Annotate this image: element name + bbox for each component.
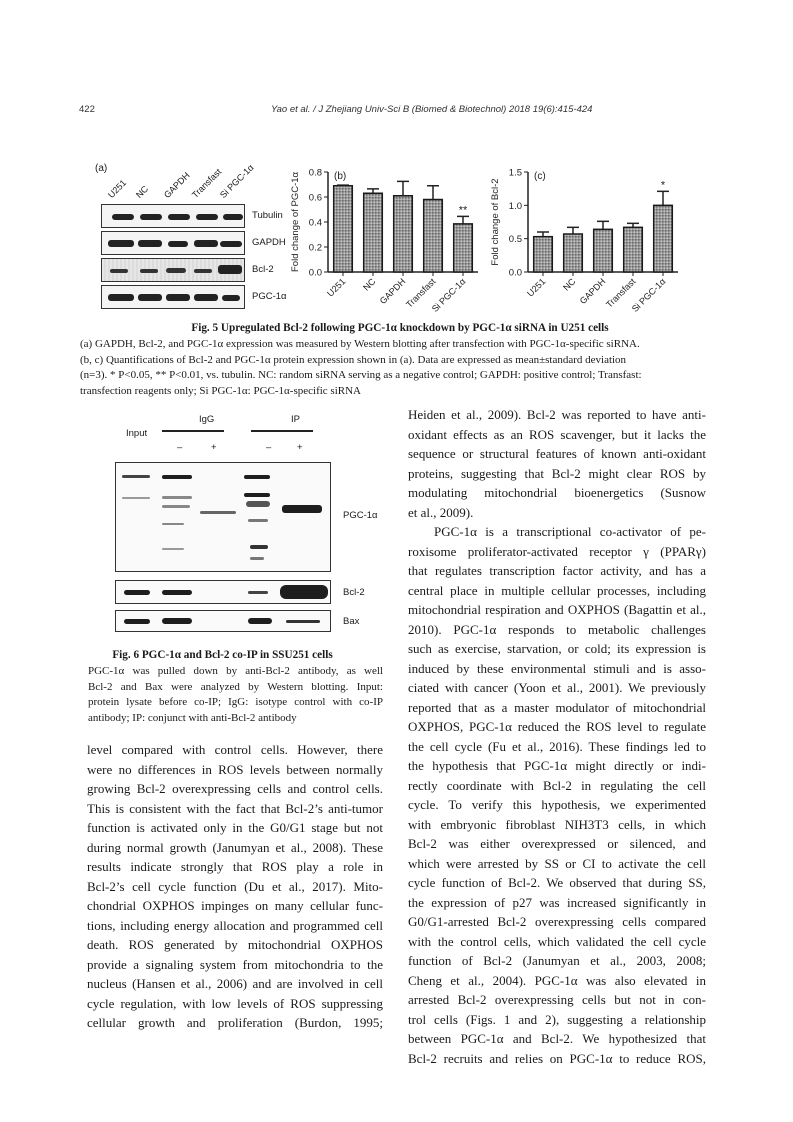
caption-line: (a) GAPDH, Bcl-2, and PGC-1α expression was measured by Western blotting after transfection with PGC-1α-specific siRNA.: [80, 338, 640, 350]
text-line: with the control cells, which validated the cell cycle: [408, 933, 706, 949]
running-title: Yao et al. / J Zhejiang Univ-Sci B (Biomed & Biotechnol) 2018 19(6):415-424: [271, 104, 593, 115]
ip-bracket-line: [251, 430, 313, 432]
text-line: provide a signaling system from mitochondria to the: [87, 956, 383, 972]
blot-bax-box: [115, 610, 331, 632]
x-tick-label: U251: [325, 276, 348, 299]
text-line: oxidant effects as an ROS scavenger, but it lacks the: [408, 426, 706, 442]
text-line: cellular growth and proliferation (Burdon, 1995;: [87, 1015, 383, 1030]
text-line: chondrial OXPHOS impinges on many cellular func-: [87, 898, 383, 913]
text-line: Heiden et al., 2009). Bcl-2 was reported to have anti-: [408, 407, 706, 422]
text-line: OXPHOS, PGC-1α reduced the ROS level to regulate: [408, 719, 706, 734]
x-tick-label: Transfast: [404, 276, 438, 310]
text-line: function of Bcl-2 (Janumyan et al., 2003, 2008;: [408, 953, 706, 968]
text-line: between PGC-1α and Bcl-2. We hypothesized that: [408, 1031, 706, 1046]
text-line: Bcl-2 recruits and relies on PGC-1α to reduce ROS,: [408, 1050, 706, 1066]
y-tick-label: 0.0: [508, 267, 522, 279]
fig5-caption: [80, 337, 720, 399]
input-label: Input: [126, 428, 148, 439]
fig5-panel-a-western-blot: [95, 160, 295, 310]
lane-label: GAPDH: [161, 170, 192, 200]
x-tick-label: GAPDH: [577, 276, 608, 307]
text-line: sequence or structural features of known anti-oxidant: [408, 446, 706, 461]
text-line: G0/G1-arrested Bcl-2 overexpressing cells compared: [408, 914, 706, 929]
blot-label: PGC-1α: [343, 510, 378, 521]
caption-line: (b, c) Quantifications of Bcl-2 and PGC-1α protein expression shown in (a). Data are expressed as mean±standard deviation: [80, 353, 627, 366]
text-line: that regulates transcription factor activity, and has a: [408, 563, 706, 578]
text-line: the cell cycle (Fu et al., 2016). These findings led to: [408, 738, 706, 754]
fig6-caption: [88, 664, 383, 726]
fig5-panel-c-bar-chart: [482, 155, 687, 320]
panel-label: (c): [534, 171, 546, 182]
text-line: mitochondrial respiration and OXPHOS (Bagattin et al.,: [408, 602, 706, 617]
text-line: such as exercise, starvation, or cold; its expression is: [408, 641, 706, 656]
text-line: the expression of p27 was increased significantly in: [408, 894, 706, 910]
y-tick-label: 0.5: [508, 234, 522, 246]
significance-marker: *: [660, 179, 666, 192]
text-line: which were arrested by SS or CI to activate the cell: [408, 855, 706, 871]
bar: [334, 186, 353, 272]
text-line: PGC-1α is a transcriptional co-activator of pe-: [434, 524, 706, 539]
text-line: tions, including energy allocation and programmed cell: [87, 917, 383, 933]
blot-label: Bax: [343, 616, 360, 627]
blot-bcl2-box: [115, 580, 331, 604]
text-line: induced by these environmental stimuli and is asso-: [408, 660, 706, 676]
blot-pgc1a: [101, 285, 245, 309]
text-line: with embryonic fibroblast NIH3T3 cells, in which: [408, 816, 706, 832]
text-line: cycle. To verify this hypothesis, we experimented: [408, 797, 706, 812]
caption-line: PGC-1α was pulled down by anti-Bcl-2 antibody, as well: [88, 665, 383, 677]
blot-label: Tubulin: [252, 210, 283, 221]
ip-label: IP: [291, 414, 300, 425]
text-line: were no differences in ROS levels between normally: [87, 761, 383, 777]
bar: [364, 193, 383, 272]
text-line: et al., 2009).: [408, 504, 474, 520]
blot-gapdh: [101, 231, 245, 255]
x-tick-label: Si PGC-1α: [429, 276, 468, 314]
bar: [564, 234, 583, 272]
x-tick-label: Transfast: [604, 276, 638, 310]
bar: [624, 227, 643, 272]
text-line: death. ROS generated by mitochondrial OXPHOS: [87, 937, 383, 952]
text-line: Cheng et al., 2004). PGC-1α was also elevated in: [408, 972, 706, 988]
blot-pgc1a-box: [115, 462, 331, 572]
caption-line: transfection reagents only; Si PGC-1α: PGC-1α-specific siRNA: [80, 384, 361, 397]
caption-line: antibody; IP: conjunct with anti-Bcl-2 antibody: [88, 711, 297, 724]
igg-bracket-line: [162, 430, 224, 432]
text-line: cycle function of Bcl-2. We observed that during SS,: [408, 875, 706, 890]
x-tick-label: NC: [561, 276, 578, 293]
caption-line: protein lysate before co-IP; IgG: isotype control with co-IP: [88, 696, 383, 708]
text-line: Bcl-2 was either overexpressed or silenced, and: [408, 836, 706, 851]
text-line: central place in multiple cellular processes, including: [408, 582, 706, 598]
blot-label: Bcl-2: [252, 264, 274, 275]
y-axis-label: Fold change of PGC-1α: [290, 171, 301, 273]
text-line: the hypothesis that PGC-1α might directly or indi-: [408, 758, 706, 773]
text-line: 2010). PGC-1α responds to metabolic challenges: [408, 621, 706, 637]
igg-plus: +: [211, 442, 217, 453]
blot-label: GAPDH: [252, 237, 286, 248]
text-line: arrested Bcl-2 overexpressing cells but not in con-: [408, 992, 706, 1007]
blot-bcl2: [101, 258, 245, 282]
y-tick-label: 0.8: [308, 167, 322, 179]
x-tick-label: U251: [525, 276, 548, 299]
igg-label: IgG: [199, 414, 215, 425]
blot-label: PGC-1α: [252, 291, 287, 302]
x-tick-label: Si PGC-1α: [629, 276, 668, 314]
y-axis-label: Fold change of Bcl-2: [490, 178, 501, 266]
text-line: results indicate strongly that ROS play a role in: [87, 859, 383, 874]
lane-label: Transfast: [189, 166, 224, 200]
text-line: during normal growth (Janumyan et al., 2008). These: [87, 839, 383, 855]
significance-marker: **: [458, 204, 468, 217]
page-number: 422: [79, 104, 95, 115]
text-line: roxisome proliferator-activated receptor γ (PPARγ): [408, 543, 706, 559]
text-line: rectly coordinate with Bcl-2 in regulating the cell: [408, 777, 706, 793]
y-tick-label: 1.0: [508, 200, 522, 212]
lane-label: U251: [105, 177, 129, 200]
text-line: reported that as a master modulator of mitochondrial: [408, 699, 706, 715]
blot-label: Bcl-2: [343, 587, 365, 598]
text-line: cycle regulation, with low levels of ROS suppressing: [87, 995, 383, 1011]
text-line: modulating mitochondrial bioenergetics (Susnow: [408, 485, 706, 500]
y-tick-label: 0.2: [308, 242, 322, 254]
bar: [394, 196, 413, 272]
caption-line: (n=3). * P<0.05, ** P<0.01, vs. tubulin. NC: random siRNA serving as a negative control; GAPDH: positive control; Transfast:: [80, 369, 642, 381]
text-line: growing Bcl-2 overexpressing cells and control cells.: [87, 781, 383, 796]
fig5-title: Fig. 5 Upregulated Bcl-2 following PGC-1α knockdown by PGC-1α siRNA in U251 cells: [191, 322, 609, 334]
x-tick-label: GAPDH: [377, 276, 408, 307]
fig6-title: Fig. 6 PGC-1α and Bcl-2 co-IP in SSU251 cells: [112, 649, 333, 661]
bar: [654, 205, 673, 272]
chart-b-svg: [282, 155, 487, 320]
panel-label: (a): [95, 163, 108, 174]
bar: [424, 200, 443, 273]
running-header: [79, 104, 719, 118]
y-tick-label: 0.0: [308, 267, 322, 279]
panel-label: (b): [334, 171, 347, 182]
fig6-coip-blot: [115, 410, 380, 640]
ip-minus: –: [266, 442, 272, 453]
right-column-text: [408, 405, 706, 1068]
text-line: Bcl-2’s cell cycle function (Du et al., 2017). Mito-: [87, 878, 383, 894]
lane-label: Si PGC-1α: [217, 162, 256, 200]
text-line: proteins, suggesting that Bcl-2 might clear ROS by: [408, 465, 706, 481]
caption-line: Bcl-2 and Bax were analyzed by Western blotting. Input:: [88, 680, 383, 693]
text-line: trol cells (Figs. 1 and 2), suggesting a relationship: [408, 1011, 706, 1027]
lane-label: NC: [133, 183, 151, 200]
blot-tubulin: [101, 204, 245, 228]
y-tick-label: 0.6: [308, 192, 322, 204]
text-line: This is consistent with the fact that Bcl-2’s anti-tumor: [87, 800, 383, 816]
igg-minus: –: [177, 442, 183, 453]
text-line: nucleus (Hansen et al., 2006) and are involved in cell: [87, 976, 383, 991]
bar: [454, 224, 473, 272]
bar: [594, 229, 613, 272]
chart-c-svg: [482, 155, 687, 320]
text-line: function is activated only in the G0/G1 stage but not: [87, 820, 383, 835]
text-line: level compared with control cells. However, there: [87, 742, 383, 757]
y-tick-label: 1.5: [508, 167, 522, 179]
left-column-text: [87, 740, 383, 1033]
y-tick-label: 0.4: [308, 217, 322, 229]
text-line: ciated with cancer (Yoon et al., 2001). We previously: [408, 680, 706, 695]
x-tick-label: NC: [361, 276, 378, 293]
fig5-panel-b-bar-chart: [282, 155, 487, 320]
ip-plus: +: [297, 442, 303, 453]
bar: [534, 237, 553, 272]
